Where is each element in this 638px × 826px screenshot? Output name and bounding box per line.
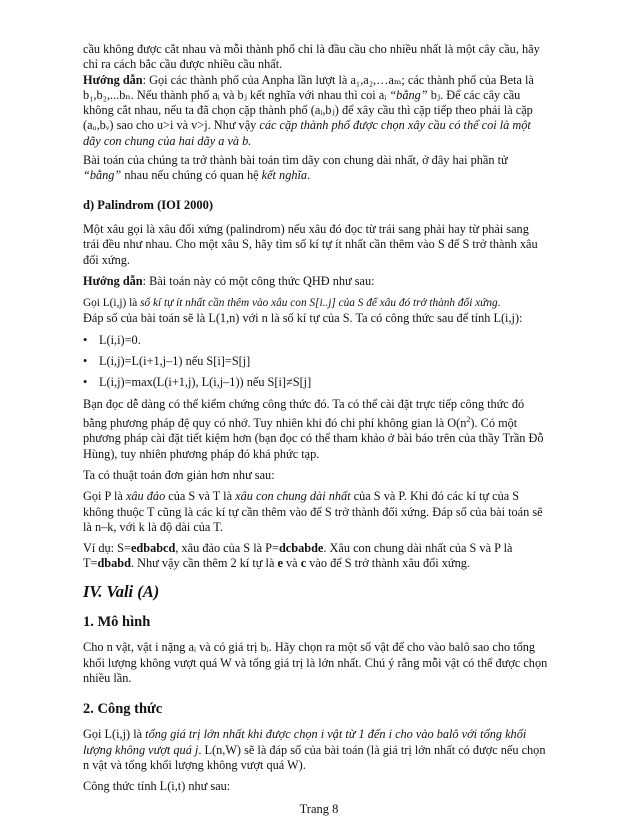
- text-line: , xâu đảo của S là P=: [175, 541, 279, 556]
- paragraph-bridges-reduction: [83, 153, 563, 184]
- text-line: bằng phương pháp đệ quy có nhớ. Tuy nhiên khi đó chi phí không gian là O(n: [83, 416, 467, 431]
- text-line: T=: [83, 556, 98, 571]
- text-line: của S và P. Khi đó các kí tự của S: [350, 489, 520, 504]
- formula-item: • L(i,i)=0.: [83, 333, 563, 348]
- text-line: là n–k, với k là độ dài của T.: [83, 519, 223, 534]
- superscript: 2: [466, 414, 471, 424]
- text-line: Ví dụ: S=: [83, 541, 131, 556]
- italic-phrase: tổng giá trị lớn nhất khi được chọn i vật từ 1 đến i cho vào balô với tổng khối: [145, 727, 527, 742]
- text-line: . Như vậy cần thêm 2 kí tự là: [130, 556, 278, 571]
- italic-phrase: lượng không vượt quá j: [83, 742, 199, 757]
- text-line: ). Có một: [470, 416, 518, 431]
- paragraph-palindrom-definition: [83, 295, 563, 327]
- italic-phrase: số kí tự ít nhất cần thêm vào xâu con S[i..j] của S để xâu đó trở thành đối xứng: [140, 297, 498, 310]
- paragraph-reverse-string: [83, 489, 563, 535]
- page-content: [83, 42, 563, 801]
- paragraph-bridges-intro: [83, 42, 563, 73]
- page-number: Trang 8: [299, 802, 339, 816]
- text-line: và: [282, 556, 301, 571]
- paragraph-example: [83, 541, 563, 572]
- paragraph-bridges-guide: [83, 73, 563, 149]
- paragraph-palindrom-problem: [83, 222, 563, 268]
- paragraph-palindrom-guide: [83, 274, 563, 289]
- bold-string: e: [277, 556, 283, 571]
- text-line: đối xứng.: [83, 252, 130, 267]
- text-line: . L(n,W) sẽ là đáp số của bài toán (là giá trị lớn nhất có được nếu chọn: [198, 742, 546, 757]
- italic-term: xâu đảo: [125, 489, 166, 504]
- text-line: Một xâu gọi là xâu đối xứng (palindrom) nếu xâu đó đọc từ trái sang phải hay từ phải sang: [83, 221, 529, 236]
- text-line: Bạn đọc dễ dàng có thể kiểm chứng công thức đó. Ta có thể cài đặt trực tiếp công thức đó: [83, 396, 525, 411]
- text-line: nhau nếu chúng có quan hệ: [121, 168, 262, 183]
- text-line: : Bài toán này có một công thức QHĐ như sau:: [142, 273, 375, 288]
- text-line: .: [497, 297, 501, 310]
- text-line: n vật và tổng khối lượng không vượt quá W).: [83, 758, 306, 773]
- text-line: bⱼ. Để các cây cầu: [427, 87, 521, 102]
- guide-label: Hướng dẫn: [83, 273, 143, 288]
- text-line: Hùng), tuy nhiên phương pháp đó khá phức tạp.: [83, 446, 320, 461]
- heading-palindrom: d) Palindrom (IOI 2000): [83, 197, 213, 212]
- text-line: .: [307, 168, 311, 183]
- text-line: nhiều lần.: [83, 670, 132, 685]
- text-line: khối lượng không vượt quá W và tổng giá trị là lớn nhất. Chú ý rằng mỗi vật có thể được chọn: [83, 655, 548, 670]
- paragraph-vali-model: [83, 640, 563, 686]
- text-line: phương pháp cài đặt tiết kiệm hơn (bạn đọc có thể tham khảo ở bài báo trên của thầy Trần Đỗ: [83, 431, 544, 446]
- text-line: không cắt nhau, nếu ta đã chọn cặp thành phố (aᵢ,bⱼ) để xây cầu thì cặp tiếp theo phải là cặp: [83, 103, 533, 118]
- formula-item: • L(i,j)=L(i+1,j–1) nếu S[i]=S[j]: [83, 354, 563, 369]
- paragraph-simple-algorithm: Ta có thuật toán đơn giản hơn như sau:: [83, 467, 275, 482]
- italic-phrase: dãy con chung của hai dãy a và b.: [83, 133, 252, 148]
- text-line: : Gọi các thành phố của Anpha lần lượt là a₁,a₂,…aₘ; các thành phố của Beta là: [142, 72, 534, 87]
- paragraph-palindrom-implementation: [83, 397, 563, 462]
- text-line: Đáp số của bài toán sẽ là L(1,n) với n là số kí tự của S. Ta có công thức sau để tính L(i,j):: [83, 311, 523, 326]
- italic-term: xâu con chung dài nhất: [235, 489, 351, 504]
- formula-item: • L(i,j)=max(L(i+1,j), L(i,j–1)) nếu S[i]≠S[j]: [83, 375, 563, 390]
- text-line: trái đều như nhau. Cho một xâu S, hãy tìm số kí tự ít nhất cần thêm vào S để S trở thành xâu: [83, 237, 538, 252]
- text-line: Gọi L(i,j) là: [83, 727, 146, 742]
- formula-list: [83, 333, 563, 391]
- text-line: vào để S trở thành xâu đối xứng.: [306, 556, 470, 571]
- italic-term: “bằng”: [389, 87, 428, 102]
- text-line: Gọi L(i,j) là: [83, 297, 141, 310]
- bold-string: c: [300, 556, 307, 571]
- heading-vali: IV. Vali (A): [83, 581, 160, 601]
- text-line: của S và T là: [165, 489, 236, 504]
- text-line: b₁,b₂,...bₙ. Nếu thành phố aᵢ và bⱼ kết nghĩa với nhau thì coi aᵢ: [83, 87, 390, 102]
- text-line: không thuộc T cũng là các kí tự cần thêm vào để S trở thành đối xứng. Đáp số của bài toán sẽ: [83, 504, 543, 519]
- heading-mo-hinh: 1. Mô hình: [83, 614, 151, 630]
- text-line: Gọi P là: [83, 489, 126, 504]
- text-line: cầu không được cắt nhau và mỗi thành phố chỉ là đầu cầu cho nhiều nhất là một cây cầu, hãy: [83, 42, 540, 56]
- italic-term: kết nghĩa: [261, 168, 308, 183]
- italic-term: “bằng”: [83, 168, 122, 183]
- text-line: Bài toán của chúng ta trở thành bài toán tìm dãy con chung dài nhất, ở đây hai phần tử: [83, 153, 508, 168]
- paragraph-vali-formula: [83, 727, 563, 773]
- heading-cong-thuc: 2. Công thức: [83, 701, 163, 718]
- italic-phrase: các cặp thành phố được chọn xây cầu có thể coi là một: [259, 118, 531, 133]
- bold-string: dbabd: [97, 556, 131, 571]
- text-line: . Xâu con chung dài nhất của S và P là: [323, 541, 513, 556]
- text-line: chỉ ra cách bắc cầu được nhiều cầu nhất.: [83, 57, 283, 72]
- bold-string: edbabcd: [130, 541, 176, 556]
- paragraph-formula-intro: Công thức tính L(i,t) như sau:: [83, 779, 231, 794]
- text-line: Cho n vật, vật i nặng aᵢ và có giá trị bᵢ. Hãy chọn ra một số vật để cho vào balô sao cho tổng: [83, 640, 536, 655]
- guide-label: Hướng dẫn: [83, 72, 143, 87]
- bold-string: dcbabde: [278, 541, 324, 556]
- text-line: (aᵤ,bᵥ) sao cho u>i và v>j. Như vậy: [83, 118, 260, 133]
